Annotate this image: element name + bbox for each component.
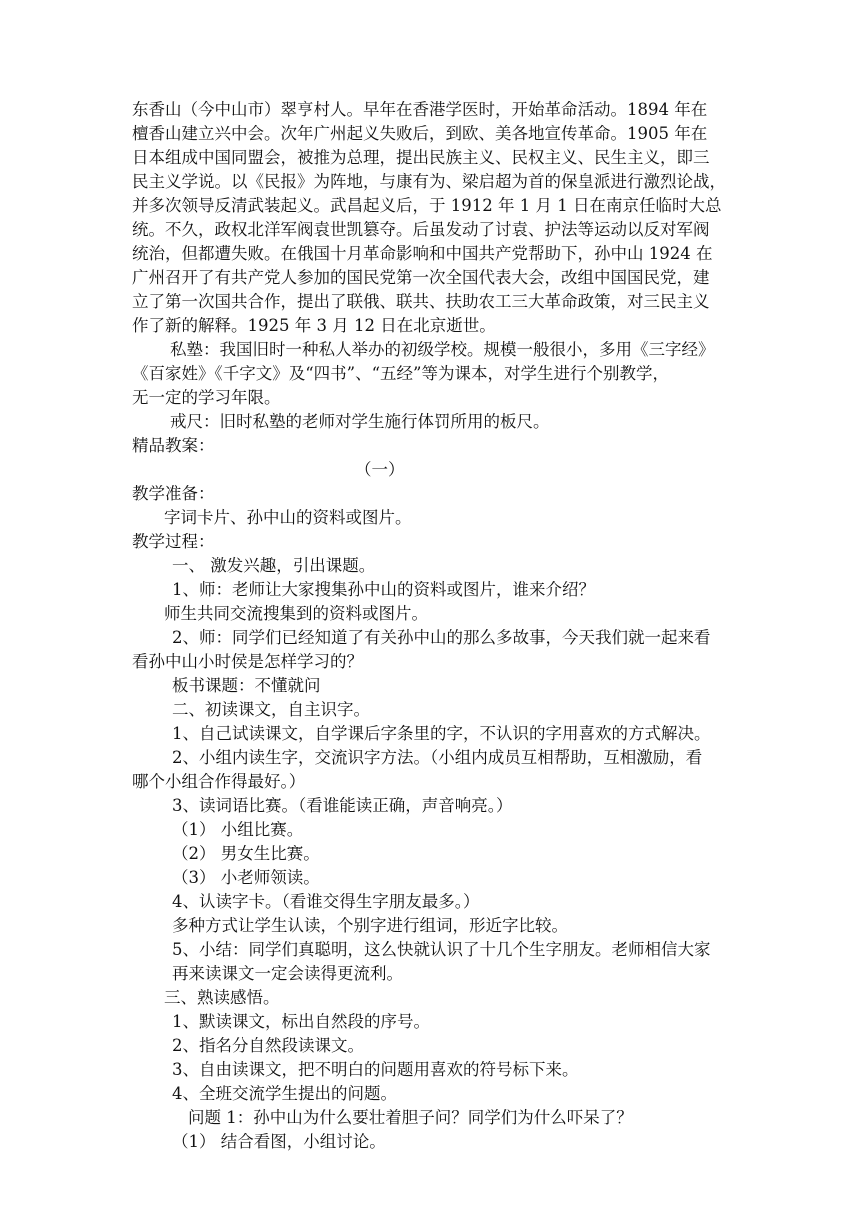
bio-line: 统治，但都遭失败。在俄国十月革命影响和中国共产党帮助下，孙中山 1924 在 — [132, 244, 713, 263]
step-line: （3） 小老师领读。 — [172, 868, 320, 887]
step-line: 多种方式让学生认读，个别字进行组词，形近字比较。 — [172, 916, 568, 935]
step-line: 1、师：老师让大家搜集孙中山的资料或图片，谁来介绍？ — [172, 580, 595, 599]
bio-line: 东香山（今中山市）翠亨村人。早年在香港学医时，开始革命活动。1894 年在 — [132, 100, 708, 119]
step-line: 哪个小组合作得最好。） — [132, 772, 306, 791]
prep-text: 字词卡片、孙中山的资料或图片。 — [164, 508, 412, 527]
bio-line: 统。不久，政权北洋军阀袁世凯篡夺。后虽发动了讨袁、护法等运动以反对军阀 — [132, 220, 710, 239]
step-line: 二、初读课文，自主识字。 — [172, 700, 370, 719]
sishu-note-line: 私塾：我国旧时一种私人举办的初级学校。规模一般很小，多用《三字经》 — [170, 340, 715, 359]
sishu-note-line: 无一定的学习年限。 — [132, 388, 281, 407]
bio-line: 民主义学说。以《民报》为阵地，与康有为、梁启超为首的保皇派进行激烈论战， — [132, 172, 726, 191]
step-line: 3、读词语比赛。（看谁能读正确，声音响亮。） — [172, 796, 513, 815]
step-line: （1） 小组比赛。 — [172, 820, 304, 839]
bio-line: 檀香山建立兴中会。次年广州起义失败后，到欧、美各地宣传革命。1905 年在 — [132, 124, 708, 143]
section-heading: 精品教案： — [132, 436, 215, 455]
step-line: 3、自由读课文，把不明白的问题用喜欢的符号标下来。 — [172, 1060, 579, 1079]
step-line: 4、认读字卡。（看谁交得生字朋友最多。） — [172, 892, 480, 911]
step-line: 1、自己试读课文，自学课后字条里的字，不认识的字用喜欢的方式解决。 — [172, 724, 711, 743]
process-label: 教学过程： — [132, 532, 215, 551]
section-number: （一） — [355, 460, 405, 479]
step-line: 2、小组内读生字，交流识字方法。（小组内成员互相帮助，互相激励，看 — [172, 748, 703, 767]
step-line: 2、指名分自然段读课文。 — [172, 1036, 364, 1055]
step-line: 1、默读课文，标出自然段的序号。 — [172, 1012, 430, 1031]
step-line: 板书课题：不懂就问 — [172, 676, 321, 695]
sishu-note-line: 《百家姓》《千字文》及“四书”、“五经”等为课本，对学生进行个别教学， — [132, 364, 669, 383]
step-line: 看孙中山小时侯是怎样学习的？ — [132, 652, 363, 671]
step-line: 一、 激发兴趣，引出课题。 — [172, 556, 376, 575]
bio-line: 立了第一次国共合作，提出了联俄、联共、扶助农工三大革命政策，对三民主义 — [132, 292, 710, 311]
step-line: 师生共同交流搜集到的资料或图片。 — [164, 604, 428, 623]
bio-line: 广州召开了有共产党人参加的国民党第一次全国代表大会，改组中国国民党，建 — [132, 268, 710, 287]
step-line: 4、全班交流学生提出的问题。 — [172, 1084, 397, 1103]
bio-line: 作了新的解释。1925 年 3 月 12 日在北京逝世。 — [132, 316, 496, 335]
step-line: 2、师：同学们已经知道了有关孙中山的那么多故事，今天我们就一起来看 — [172, 628, 711, 647]
step-line: 再来读课文一定会读得更流利。 — [172, 964, 403, 983]
step-line: 问题 1：孙中山为什么要壮着胆子问？同学们为什么吓呆了？ — [188, 1108, 633, 1127]
bio-line: 并多次领导反清武装起义。武昌起义后，于 1912 年 1 月 1 日在南京任临时大总 — [132, 196, 722, 215]
bio-line: 日本组成中国同盟会，被推为总理，提出民族主义、民权主义、民生主义，即三 — [132, 148, 710, 167]
step-line: （2） 男女生比赛。 — [172, 844, 320, 863]
step-line: 5、小结：同学们真聪明，这么快就认识了十几个生字朋友。老师相信大家 — [172, 940, 711, 959]
prep-label: 教学准备： — [132, 484, 215, 503]
step-line: 三、熟读感悟。 — [164, 988, 280, 1007]
step-line: （1） 结合看图，小组讨论。 — [172, 1132, 386, 1151]
jiechi-note: 戒尺：旧时私塾的老师对学生施行体罚所用的板尺。 — [170, 412, 550, 431]
